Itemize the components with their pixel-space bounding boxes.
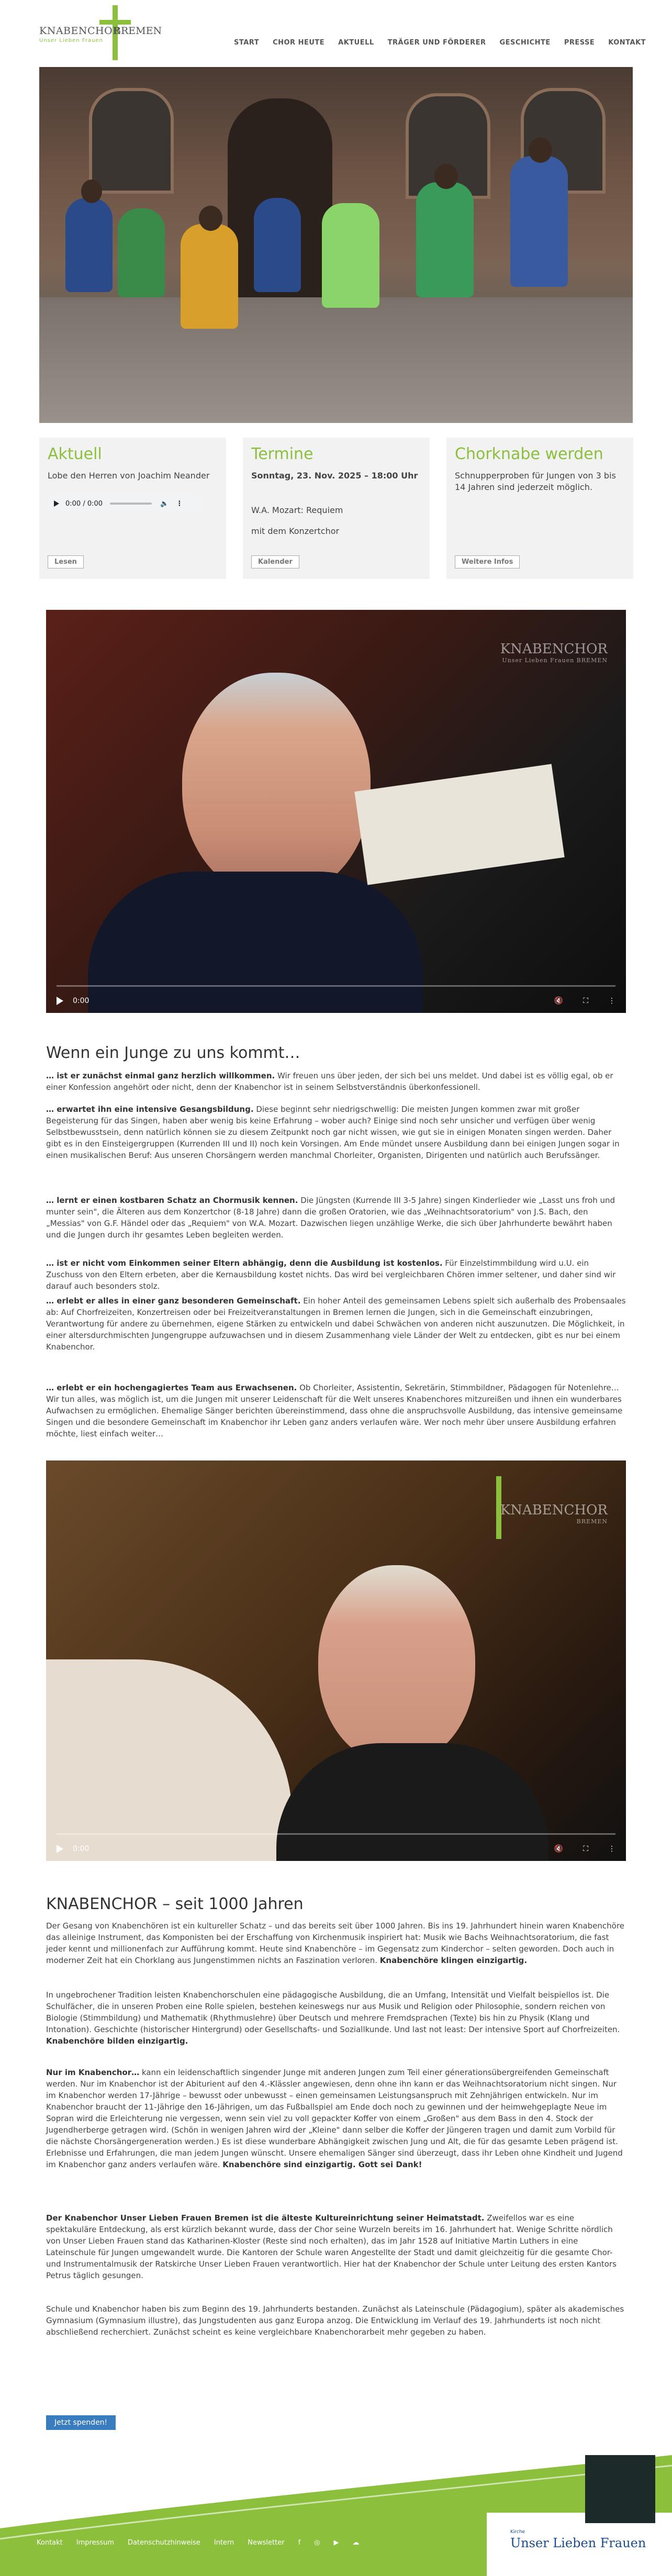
chorknabe-text: Schnupperproben für Jungen von 3 bis 14 Jahren sind jederzeit möglich. xyxy=(455,471,616,492)
hero-person xyxy=(254,198,301,292)
footer-link-datenschutz[interactable]: Datenschutzhinweise xyxy=(128,2539,200,2547)
section1-p2: … erwartet ihn eine intensive Gesangsbildung. Diese beginnt sehr niedrigschwellig: Die meisten Jungen kommen zwar mit großer Begeisterung für das Singen, haben aber wenig bis keine Erfahrung – wober auch? Einige sind noch sehr unsicher und verfügen über wenig Selbstbewusstsein, denn natürlich können sie zu diesem Zeitpunkt noch gar nicht wissen, wie gut sie in einigen Monaten singen werden. Daher gibt es in den Einsteigergruppen (Kurrenden III und II) noch kein Vorsingen. Am Ende mündet unsere Ausbildung dann bei einigen Jungen sogar in einen musikalischen Beruf: Aus unseren Chorsängern werden manchmal Chorleiter, Organisten, Dirigenten und natürlich auch Berufssänger. xyxy=(46,1105,620,1160)
nav-traeger[interactable]: TRÄGER UND FÖRDERER xyxy=(387,39,486,47)
section2-p4: Der Knabenchor Unser Lieben Frauen Bremen ist die älteste Kultureinrichtung seiner Heimatstadt. Zweifellos war es eine spektakuläre Entdeckung, als erst kürzlich bekannt wurde, dass der Chor seine Wurzeln bereits im 16. Jahrhundert hat. Wenige Schritte nördlich von Unser Lieben Frauen stand das Katharinen-Kloster (Reste sind noch erhalten), das im Jahr 1528 auf Initiative Martin Luthers in eine Lateinschule für Jungen umgewandelt wurde. Die Kantoren der Schule waren Angestellte der Stadt und damit gleichzeitig für die gesamte Chor- und Instrumentalmusik der Ratskirche Unser Lieben Frauen verantwortlich. Hier hat der Knabenchor der Schule unter Leitung des ersten Kantors Petrus täglich gesungen. xyxy=(46,2213,617,2280)
audio-time: 0:00 / 0:00 xyxy=(65,499,103,508)
site-footer xyxy=(0,2439,672,2576)
section1-p4: … ist er nicht vom Einkommen seiner Eltern abhängig, denn die Ausbildung ist kostenlos. Für Einzelstimmbildung wird u.U. ein Zuschuss von den Eltern erbeten, aber die Kernausbildung kostet nichts. Das wird bei vergleichbaren Chören immer seltener, und daher sind wir darauf auch besonders stolz. xyxy=(46,1258,616,1291)
logo-word-1: KNABENCHOR xyxy=(39,25,120,37)
mute-icon[interactable]: 🔇 xyxy=(554,997,564,1005)
video2-controls xyxy=(46,1837,626,1861)
video2-foreground-person xyxy=(46,1659,292,1861)
donate-button[interactable]: Jetzt spenden! xyxy=(46,2415,116,2430)
box-termine-title: Termine xyxy=(251,445,313,463)
footer-link-impressum[interactable]: Impressum xyxy=(76,2539,115,2547)
more-icon[interactable]: ⋮ xyxy=(608,997,615,1005)
soundcloud-icon[interactable]: ☁ xyxy=(352,2539,360,2547)
section1-p1: … ist er zunächst einmal ganz herzlich willkommen. Wir freuen uns über jeden, der sich bei uns meldet. Und dabei ist es völlig egal, ob er einer Konfession angehört oder nicht, denn der Knabenchor ist in seinem Selbstverständnis überkonfessionell. xyxy=(46,1071,613,1092)
youtube-icon[interactable]: ▶ xyxy=(333,2539,339,2547)
more-icon[interactable]: ⋮ xyxy=(176,499,183,508)
logo-subtitle: Unser Lieben Frauen xyxy=(39,38,103,43)
weitere-infos-button[interactable]: Weitere Infos xyxy=(455,555,520,568)
instagram-icon[interactable]: ◎ xyxy=(314,2539,320,2547)
video2-watermark: KNABENCHOR BREMEN xyxy=(500,1502,608,1525)
section2-title: KNABENCHOR – seit 1000 Jahren xyxy=(46,1895,304,1913)
nav-aktuell[interactable]: AKTUELL xyxy=(338,39,374,47)
site-logo[interactable] xyxy=(39,5,160,63)
lesen-button[interactable]: Lesen xyxy=(48,555,84,568)
video1-watermark: KNABENCHOR Unser Lieben Frauen BREMEN xyxy=(500,641,608,664)
kalender-button[interactable]: Kalender xyxy=(251,555,299,568)
hero-person xyxy=(322,203,379,308)
termine-line1: W.A. Mozart: Requiem xyxy=(251,505,343,515)
hero-ground xyxy=(39,297,633,423)
video1-face xyxy=(182,673,371,898)
hero-head xyxy=(199,206,222,231)
fullscreen-icon[interactable]: ⛶ xyxy=(583,997,588,1005)
facebook-icon[interactable]: f xyxy=(298,2539,301,2547)
hero-person xyxy=(416,182,474,297)
hero-head xyxy=(529,138,552,163)
mute-icon[interactable]: 🔇 xyxy=(554,1845,564,1853)
footer-church-image xyxy=(585,2455,655,2523)
box-chorknabe-title: Chorknabe werden xyxy=(455,445,603,463)
section2-p2: In ungebrochener Tradition leisten Knabenchorschulen eine pädagogische Ausbildung, die an Umfang, Intensität und Vielfalt beispiellos ist. Die Schulfächer, die in unseren Proben eine Rolle spielen, bestehen keineswegs nur aus Musik und Religion oder Philosophie, sondern reichen von Biologie (Stimmbildung) und Mathematik (Rhythmuslehre) über Deutsch und mehrere Fremdsprachen (Texte) bis hin zu Physik (Klang und Intonation). Geschichte (historischer Hintergrund) oder Gesellschafts- und Soziallkunde. Und last not least: Der intensive Sport auf Chorfreizeiten. Knabenchöre bilden einzigartig. xyxy=(46,1990,620,2046)
volume-icon[interactable]: 🔈 xyxy=(160,499,169,508)
footer-link-intern[interactable]: Intern xyxy=(214,2539,234,2547)
fullscreen-icon[interactable]: ⛶ xyxy=(583,1845,588,1853)
box-aktuell-text: Lobe den Herren von Joachim Neander xyxy=(48,471,210,481)
ulf-logo-small: Kirche xyxy=(510,2529,525,2535)
box-termine xyxy=(243,438,430,579)
hero-image xyxy=(39,67,633,423)
box-chorknabe xyxy=(446,438,633,579)
box-aktuell-title: Aktuell xyxy=(48,445,102,463)
termine-line2: mit dem Konzertchor xyxy=(251,526,340,536)
termine-date: Sonntag, 23. Nov. 2025 – 18:00 Uhr xyxy=(251,471,418,481)
section1-p5: … erlebt er alles in einer ganz besonderen Gemeinschaft. Ein hoher Anteil des gemeinsamen Lebens spielt sich außerhalb des Probensaales ab: Auf Chorfreizeiten, Konzertreisen oder bei Freizeitveranstaltungen in Bremen lernen die Jungen, sich in die Gemeinschaft einzubringen, Verantwortung für andere zu übernehmen, eigene Stärken zu entwickeln und dabei Schwächen von anderen nicht auszunutzen. Die Möglichkeit, in einer altersdurchmischten Jungengruppe aufzuwachsen und in diesem Zusammenhang viele Länder der Welt zu entdecken, gibt es nur bei einem Knabenchor. xyxy=(46,1296,626,1352)
hero-window xyxy=(89,88,174,194)
video2-progress[interactable] xyxy=(57,1833,615,1835)
nav-start[interactable]: START xyxy=(234,39,260,47)
hero-head xyxy=(81,180,102,203)
section1-p3: … lernt er einen kostbaren Schatz an Chormusik kennen. Die Jüngsten (Kurrende III 3-5 Jahre) singen Kinderlieder wie „Lasst uns froh und munter sein", die Älteren aus dem Konzertchor (8-18 Jahre) dann die großen Oratorien, wie das „Weihnachtsoratorium" von J.S. Bach, den „Messias" von G.F. Händel oder das „Requiem" von W.A. Mozart. Dazwischen liegen unzählige Werke, die sich über Jahrhunderte bewährt haben und die Jungen durch ihr gesamtes Leben begleiten werden. xyxy=(46,1196,615,1240)
hero-person xyxy=(65,198,113,292)
footer-wave xyxy=(0,2455,672,2576)
site-header xyxy=(0,0,672,68)
footer-links xyxy=(37,2539,360,2547)
nav-presse[interactable]: PRESSE xyxy=(564,39,595,47)
play-icon[interactable] xyxy=(57,997,63,1005)
play-icon[interactable] xyxy=(57,1845,63,1853)
video-player-1[interactable] xyxy=(46,610,626,1013)
video1-time: 0:00 xyxy=(73,997,89,1005)
audio-progress[interactable] xyxy=(110,503,152,505)
audio-player[interactable] xyxy=(48,495,205,512)
main-nav xyxy=(227,39,653,47)
hero-person xyxy=(118,208,165,297)
video2-face xyxy=(318,1565,475,1764)
hero-head xyxy=(434,164,458,189)
section1-title: Wenn ein Junge zu uns kommt… xyxy=(46,1044,300,1062)
play-icon[interactable] xyxy=(54,500,59,507)
footer-link-newsletter[interactable]: Newsletter xyxy=(248,2539,285,2547)
video1-score xyxy=(354,764,564,885)
ulf-logo[interactable]: Unser Lieben Frauen xyxy=(510,2536,646,2550)
video1-progress[interactable] xyxy=(57,985,615,987)
section1-p6: … erlebt er ein hochengagiertes Team aus Erwachsenen. Ob Chorleiter, Assistentin, Sekretärin, Stimmbildner, Pädagogen für Notenlehre… Wir tun alles, was möglich ist, um die Jungen mit unserer Leidenschaft für die Welt unseres Knabenchores mitzureißen und ihnen ein wunderbares Aufwachsen zu ermöglichen. Ehemalige Sänger berichten übereinstimmend, dass ohne die anspruchsvolle Ausbildung, das intensive gemeinsame Singen und die besondere Gemeinschaft im Knabenchor ihr Leben ganz anders verlaufen wäre. Wer noch mehr über unsere Ausbildung erfahren möchte, liest einfach weiter… xyxy=(46,1383,623,1438)
video-player-2[interactable] xyxy=(46,1460,626,1861)
logo-word-2: BREMEN xyxy=(114,25,162,37)
nav-kontakt[interactable]: KONTAKT xyxy=(608,39,646,47)
hero-person xyxy=(510,156,568,287)
section2-p5: Schule und Knabenchor haben bis zum Beginn des 19. Jahrhunderts bestanden. Zunächst als Lateinschule (Pädagogium), später als akademisches Gymnasium (Gymnasium illustre), das Jungstudenten aus ganz Europa anzog. Die Entwicklung im Verlauf des 19. Jahrhunderts ist noch nicht abschließend recherchiert. Zunächst scheint es keine vergleichbare Knabenchorarbeit mehr gegeben zu haben. xyxy=(46,2304,624,2337)
church-silhouette xyxy=(596,2466,645,2523)
section2-p3: Nur im Knabenchor… kann ein leidenschaftlich singender Junge mit anderen Jungen zum Teil einer génerationsübergreifenden Gemeinschaft werden. Nur im Knabenchor ist der Abiturient auf den 4.-Klässler angewiesen, denn ohne ihn kann er das Weihnachtsoratorium nicht singen. Nur im Knabenchor werden 17-Jährige – bewusst oder unbewusst – einen gemeinsamen Leistungsanspruch mit Zehnjährigen entwickeln. Nur im Knabenchor braucht der 11-Jährige den 16-Jährigen, um das Fußballspiel am Ende doch noch zu gewinnen und der heimwehgeplagte Neue im Sopran wird die Erleichterung nie vergessen, wenn sein viel zu voll gepackter Koffer von einem „Großen" aus dem Bass in den 4. Stock der Jugendherberge getragen wird. (Schön in wenigen Jahren wird der „Kleine" dann selber die Koffer der Jüngeren tragen und damit zum Vorbild für die nächste Chorsängergeneration werden.) Es ist diese wunderbare Abhängigkeit zwischen Jung und Alt, die für das gesamte Leben prägend ist. Erlebnisse und Erfahrungen, die man jedem Jungen wünscht. Unsere ehemaligen Sänger sind überzeugt, dass ihr Leben ohne Kindheit und Jugend im Knabenchor ganz anders verlaufen wäre. Knabenchöre sind einzigartig. Gott sei Dank! xyxy=(46,2068,623,2169)
nav-chor-heute[interactable]: CHOR HEUTE xyxy=(273,39,325,47)
footer-link-kontakt[interactable]: Kontakt xyxy=(37,2539,63,2547)
section2-p1: Der Gesang von Knabenchören ist ein kultureller Schatz – und das bereits seit über 1000 Jahren. Bis ins 19. Jahrhundert hinein waren Knabenchöre das alleinige Instrument, das Komponisten bei der Erschaffung von Kirchenmusik inspiriert hat: Musik wie Bachs Weihnachtsoratorium, die fast jeder kennt und millionenfach zur Aufführung kommt. Heute sind Knabenchöre – im Gegensatz zum Kinderchor – selten geworden. Doch auch in moderner Zeit hat ein Chorklang aus Jungenstimmen nichts an Faszination verloren. Knabenchöre klingen einzigartig. xyxy=(46,1921,624,1965)
box-aktuell xyxy=(39,438,226,579)
nav-geschichte[interactable]: GESCHICHTE xyxy=(499,39,551,47)
hero-person xyxy=(181,224,238,329)
more-icon[interactable]: ⋮ xyxy=(608,1845,615,1853)
video2-time: 0:00 xyxy=(73,1845,89,1853)
video1-controls xyxy=(46,989,626,1013)
